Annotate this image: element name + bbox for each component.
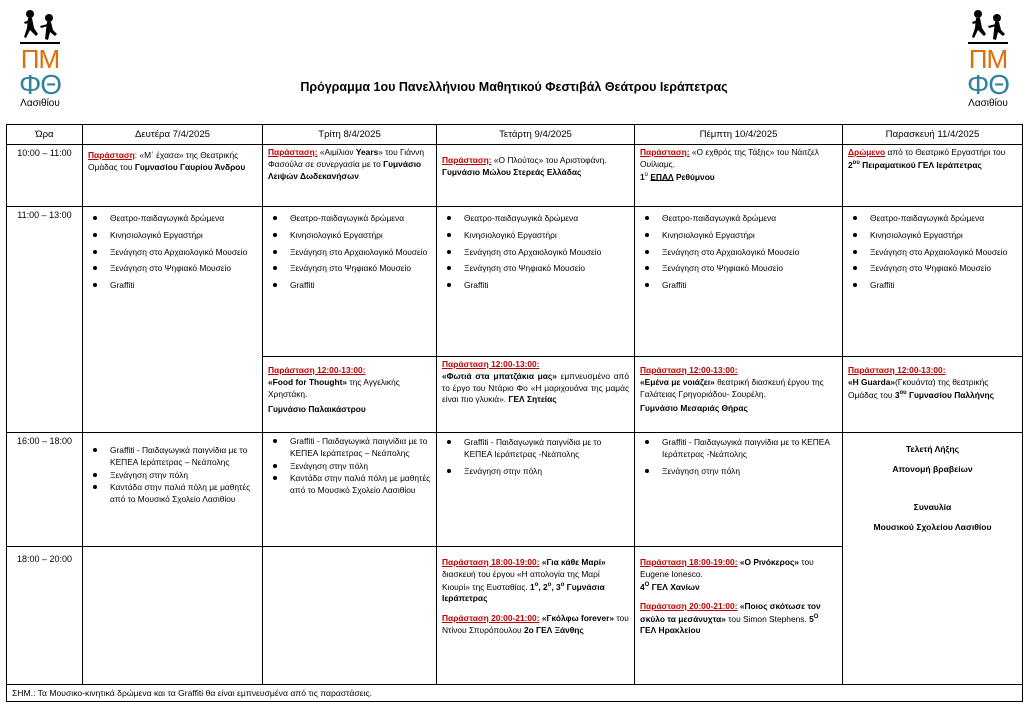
list-item: Ξενάγηση στο Αρχαιολογικό Μουσείο [442,247,629,259]
time-slot: 10:00 – 11:00 [7,145,83,207]
school-number: 3 [894,389,900,400]
cell-fri-1100 [843,207,1023,357]
cell-mon-1800 [83,547,263,685]
list-item: Καντάδα στην παλιά πόλη με μαθητές από το Μουσικό Σχολείο Λασιθίου [88,482,257,506]
performance-label: Παράσταση 12:00-13:00: [848,365,946,375]
ordinal: Ο [813,613,819,620]
festival-logo-right [958,8,1018,120]
show-title: «Food for Thought» [268,376,348,387]
ordinal: ου [852,159,860,166]
cell-text: : «Μ΄ έχασα» της Θεατρικής Ομάδας του [88,150,239,172]
time-slot: 18:00 – 20:00 [7,547,83,685]
performance-block [640,557,837,593]
list-item: Ξενάγηση στην πόλη [640,466,837,478]
list-item: Θεατρο-παιδαγωγικά δρώμενα [848,213,1017,225]
cell-text: (Γκουάντα) της θεατρικής Ομάδας του [848,376,989,400]
ordinal: ο [560,581,565,588]
performance-label: Δρώμενο [848,147,886,157]
list-item: Graffiti - Παιδαγωγικά παιγνίδια με το ΚΕΠΕΑ Ιεράπετρας -Νεάπολης [442,437,629,461]
school-name: Γυμνάσιο Μώλου Στερεάς Ελλάδας [442,166,582,177]
list-item: Graffiti [88,280,257,292]
performers-icon [966,8,1010,46]
list-item: Graffiti [268,280,431,292]
cell-fri-1200 [843,357,1023,433]
performance-block [442,613,629,637]
page-title: Πρόγραμμα 1ου Πανελλήνιου Μαθητικού Φεστιβάλ Θεάτρου Ιεράπετρας [300,80,728,94]
activity-list [442,213,629,292]
cell-thu-1100 [635,207,843,357]
school-name: Γυμνάσιο Παλαικάστρου [268,404,366,415]
closing-line: Απονομή βραβείων [892,464,973,475]
cell-text: » του Γιάννη Φασούλα σε συνεργασία με το [268,147,424,169]
show-title: «Για κάθε Μαρί» [541,557,606,567]
row-1000 [7,145,1023,207]
list-item: Ξενάγηση στο Ψηφιακό Μουσείο [640,263,837,275]
cell-text: «Αιμίλιον [319,147,356,157]
school-number: , 2 [538,581,548,592]
cell-text: «Ο εχθρός της Τάξης» του Νάιτζελ Ουίλιαμς. [640,147,819,169]
performers-icon [18,8,62,46]
school-name: 2ο ΓΕΛ Ξάνθης [523,624,584,635]
time-slot: 16:00 – 18:00 [7,433,83,547]
cell-text: διασκευή του έργου «Η απολογία της Μαρί Κιουρί» της Ευσταθίας. [442,568,600,592]
activity-list [268,213,431,292]
logo-letters-bottom: ΦΘ [18,69,62,100]
school-number: 5 [806,613,814,624]
row-1600 [7,433,1023,547]
list-item: Ξενάγηση στο Αρχαιολογικό Μουσείο [268,247,431,259]
school-name: Γυμνάσιο Μεσαριάς Θήρας [640,403,748,414]
cell-text: του Ντίνου Σπυρόπουλου [442,612,629,635]
list-item: Ξενάγηση στο Ψηφιακό Μουσείο [442,263,629,275]
list-item: Κινησιολογικό Εργαστήρι [442,230,629,242]
list-item: Ξενάγηση στο Ψηφιακό Μουσείο [848,263,1017,275]
school-name: ΓΕΛ Χανίων [649,581,700,592]
performance-label: Παράσταση [88,150,135,160]
list-item: Θεατρο-παιδαγωγικά δρώμενα [442,213,629,225]
school-number: 1 [640,171,645,182]
logo-letters-bottom: ΦΘ [966,69,1010,100]
cell-text: της Αγγελικής Χρηστάκη. [268,376,400,399]
cell-fri-1000 [843,145,1023,207]
cell-thu-1000 [635,145,843,207]
logo-caption: Λασιθίου [20,98,60,109]
note-row [7,685,1023,702]
list-item: Ξενάγηση στην πόλη [268,461,431,473]
show-title: «Ποιος σκότωσε τον σκύλο τα μεσάνυχτα» [640,601,821,624]
performance-label: Παράσταση 12:00-13:00: [268,365,366,375]
header-monday: Δευτέρα 7/4/2025 [83,125,263,145]
activity-list [640,437,837,477]
show-title: «Εμένα με νοιάζει» [640,376,715,387]
cell-text: «Ο Πλούτος» του Αριστοφάνη. [491,155,607,165]
ordinal: ο [534,581,539,588]
cell-wed-1600 [437,433,635,547]
cell-thu-1200 [635,357,843,433]
logo-caption: Λασιθίου [968,98,1008,109]
list-item: Graffiti - Παιδαγωγικά παιγνίδια με το ΚΕΠΕΑ Ιεράπετρας -Νεάπολης [640,437,837,461]
activity-list [268,436,431,497]
activity-list [640,213,837,292]
title-bold: Years [355,147,379,157]
header-wednesday: Τετάρτη 9/4/2025 [437,125,635,145]
logo-letters-top: ΠΜ [20,44,60,74]
cell-mon-1600 [83,433,263,547]
school-number: 2 [848,159,853,170]
cell-mon-1100 [83,207,263,433]
cell-tue-1000 [263,145,437,207]
performance-label: Παράσταση 18:00-19:00: [442,557,540,567]
logo-letters-top: ΠΜ [968,44,1008,74]
list-item: Ξενάγηση στο Αρχαιολογικό Μουσείο [848,247,1017,259]
list-item: Graffiti [640,280,837,292]
row-1100 [7,207,1023,357]
school-name: Γυμνασίου Παλλήνης [906,389,994,400]
school-type: ΕΠΑΛ [650,171,674,182]
school-number: 4 [640,581,645,592]
activity-list [88,445,257,506]
header-tuesday: Τρίτη 8/4/2025 [263,125,437,145]
school-name: Γυμνάσια Ιεράπετρας [442,581,605,604]
cell-tue-1600 [263,433,437,547]
ordinal: ου [899,389,907,396]
school-name: Ρεθύμνου [673,171,715,182]
closing-ceremony [843,433,1023,685]
school-number: 1 [527,581,535,592]
time-slot: 11:00 – 13:00 [7,207,83,433]
header-row [7,125,1023,145]
list-item: Graffiti [848,280,1017,292]
list-item: Graffiti [442,280,629,292]
closing-line: Συναυλία [913,502,952,513]
show-title: «Γκόλφω forever» [541,612,615,623]
list-item: Ξενάγηση στο Ψηφιακό Μουσείο [88,263,257,275]
header-thursday: Πέμπτη 10/4/2025 [635,125,843,145]
show-title: «Φωτιά στα μπατζάκια μας» [442,370,557,381]
ordinal: Ο [644,581,650,588]
schedule-table [6,124,1023,702]
list-item: Ξενάγηση στο Ψηφιακό Μουσείο [268,263,431,275]
list-item: Graffiti - Παιδαγωγικά παιγνίδια με το ΚΕΠΕΑ Ιεράπετρας – Νεάπολης [88,445,257,469]
performance-label: Παράσταση 18:00-19:00: [640,557,738,567]
cell-text: του Simon Stephens. [725,613,807,624]
performance-block [442,557,629,605]
school-number: , 3 [551,581,561,592]
header-friday: Παρασκευή 11/4/2025 [843,125,1023,145]
list-item: Κινησιολογικό Εργαστήρι [268,230,431,242]
list-item: Κινησιολογικό Εργαστήρι [848,230,1017,242]
cell-mon-1000 [83,145,263,207]
ordinal: ο [547,581,552,588]
footnote: ΣΗΜ.: Τα Μουσικο-κινητικά δρώμενα και τα Graffiti θα είναι εμπνευσμένα από τις παραστάσεις. [7,685,1023,702]
list-item: Θεατρο-παιδαγωγικά δρώμενα [640,213,837,225]
closing-line: Μουσικού Σχολείου Λασιθίου [873,522,992,533]
cell-text: θεατρική διασκευή έργου της Γαλάτειας Γρηγοριάδου- Σουρέλη. [640,376,824,399]
activity-list [88,213,257,292]
show-title: «Η Guarda» [848,376,896,387]
list-item: Καντάδα στην παλιά πόλη με μαθητές από το Μουσικό Σχολείο Λασιθίου [268,473,431,497]
performance-label: Παράσταση: [268,147,318,157]
cell-wed-1200 [437,357,635,433]
cell-text: εμπνευσμένο από το έργο του Ντάριο Φο «Η μαριχουάνα της μαμάς είναι πιο γλυκιά». [442,370,629,405]
activity-list [442,437,629,477]
list-item: Ξενάγηση στο Αρχαιολογικό Μουσείο [88,247,257,259]
performance-label: Παράσταση 12:00-13:00: [442,359,540,369]
header-time: Ώρα [7,125,83,145]
activity-list [848,213,1017,292]
ordinal: ο [644,171,649,178]
school-name: Γυμνάσιο Λειψών Δωδεκανήσων [268,158,422,181]
list-item: Κινησιολογικό Εργαστήρι [88,230,257,242]
performance-label: Παράσταση 20:00-21:00: [442,612,540,623]
school-name: Πειραματικού ΓΕΛ Ιεράπετρας [859,159,982,170]
cell-wed-1000 [437,145,635,207]
cell-thu-1600 [635,433,843,547]
performance-label: Παράσταση 12:00-13:00: [640,365,738,375]
list-item: Ξενάγηση στην πόλη [88,470,257,482]
list-item: Θεατρο-παιδαγωγικά δρώμενα [268,213,431,225]
cell-tue-1100 [263,207,437,357]
show-title: «Ο Ρινόκερος» [739,557,799,567]
performance-block [640,601,837,637]
list-item: Ξενάγηση στο Αρχαιολογικό Μουσείο [640,247,837,259]
school-name: ΓΕΛ Ηρακλείου [640,625,701,636]
list-item: Θεατρο-παιδαγωγικά δρώμενα [88,213,257,225]
performance-label: Παράσταση: [442,155,492,165]
performance-label: Παράσταση 20:00-21:00: [640,601,738,612]
list-item: Ξενάγηση στην πόλη [442,466,629,478]
cell-wed-1800 [437,547,635,685]
cell-text: από το Θεατρικό Εργαστήρι του [885,147,1006,157]
festival-logo-left [10,8,70,120]
list-item: Κινησιολογικό Εργαστήρι [640,230,837,242]
cell-text: του Eugene Ionesco. [640,557,814,579]
performance-label: Παράσταση: [640,147,690,157]
school-name: ΓΕΛ Σητείας [508,394,557,405]
closing-line: Τελετή Λήξης [905,444,960,454]
cell-tue-1800 [263,547,437,685]
cell-thu-1800 [635,547,843,685]
list-item: Graffiti - Παιδαγωγικά παιγνίδια με το ΚΕΠΕΑ Ιεράπετρας – Νεάπολης [268,436,431,460]
cell-tue-1200 [263,357,437,433]
school-name: Γυμνασίου Γαυρίου Άνδρου [134,161,246,172]
cell-wed-1100 [437,207,635,357]
